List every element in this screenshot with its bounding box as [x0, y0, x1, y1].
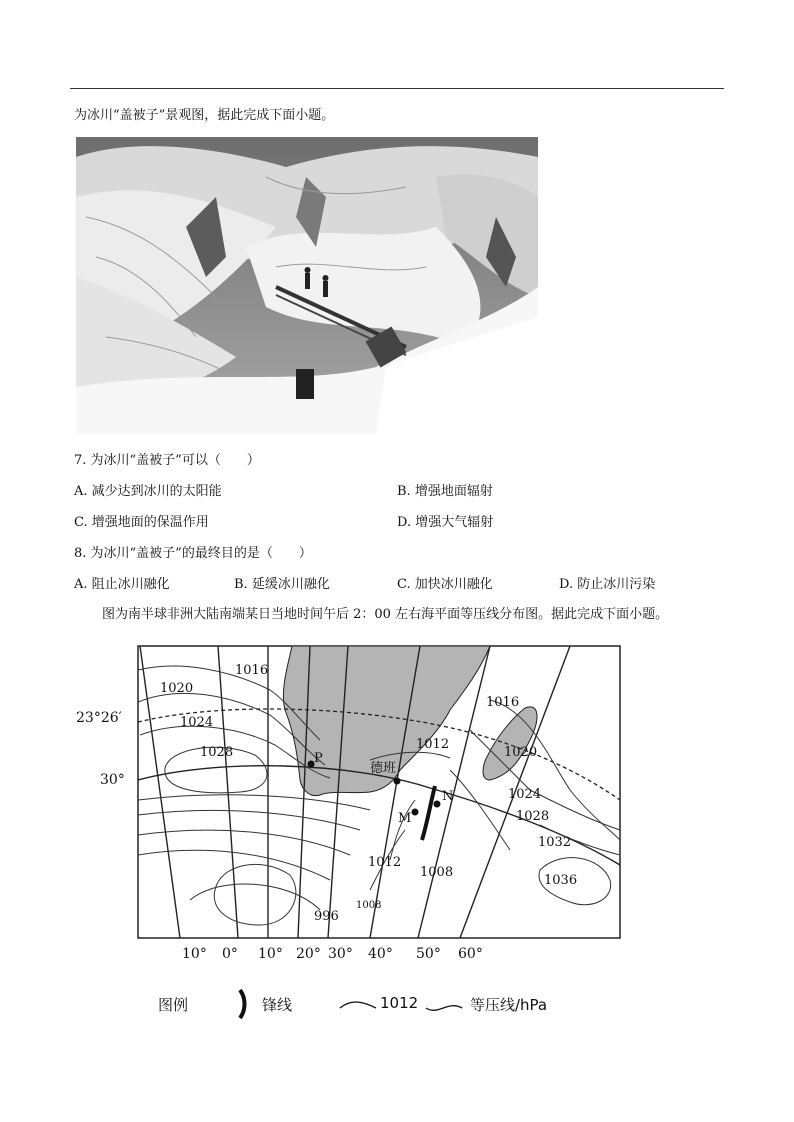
- legend-isobar-label: 等压线/hPa: [470, 996, 548, 1014]
- longitude-label: 30°: [328, 946, 353, 962]
- question-7-option-b[interactable]: B. 增强地面辐射: [397, 484, 493, 499]
- isobar-value-label: 1008: [356, 900, 382, 911]
- longitude-label: 10°: [258, 946, 283, 962]
- question-7-option-c[interactable]: C. 增强地面的保温作用: [74, 515, 209, 530]
- isobar-value-label: 1020: [160, 681, 194, 696]
- front-symbol-icon: [234, 986, 254, 1022]
- point-label: N: [442, 789, 454, 804]
- point-label: 德班: [370, 761, 397, 776]
- question-8-option-a[interactable]: A. 阻止冰川融化: [74, 577, 170, 592]
- isobar-value-label: 1016: [235, 663, 269, 678]
- question-8-option-d[interactable]: D. 防止冰川污染: [559, 577, 656, 592]
- header-rule: [70, 88, 724, 89]
- question-8-option-b[interactable]: B. 延缓冰川融化: [234, 577, 330, 592]
- isobar-value-label: 1032: [538, 835, 572, 850]
- longitude-label: 40°: [368, 946, 393, 962]
- latitude-label: 23°26′: [76, 710, 122, 726]
- longitude-label: 60°: [458, 946, 483, 962]
- point-m: [412, 809, 419, 816]
- latitude-label: 30°: [100, 772, 125, 788]
- legend-title: 图例: [158, 996, 189, 1014]
- legend-isobar-value: 1012: [380, 994, 419, 1012]
- isobar-value-label: 1024: [180, 715, 214, 730]
- point-n: [434, 801, 441, 808]
- isobar-symbol-left-icon: [338, 996, 378, 1016]
- question-7-stem: 7. 为冰川“盖被子”可以（ ）: [74, 453, 260, 468]
- longitude-label: 0°: [222, 946, 238, 962]
- isobar-value-label: 1028: [516, 809, 550, 824]
- isobar-value-label: 1028: [200, 745, 234, 760]
- point-label: P: [314, 751, 323, 766]
- isobar-value-label: 996: [314, 909, 339, 924]
- isobar-value-label: 1020: [504, 745, 538, 760]
- isobar-value-label: 1012: [368, 855, 402, 870]
- intro-text-2: 图为南半球非洲大陆南端某日当地时间午后 2：00 左右海平面等压线分布图。据此完成下面小题。: [102, 607, 669, 622]
- isobar-value-label: 1012: [416, 737, 450, 752]
- intro-text-1: 为冰川“盖被子”景观图，据此完成下面小题。: [74, 108, 335, 123]
- question-8-stem: 8. 为冰川“盖被子”的最终目的是（ ）: [74, 546, 312, 561]
- longitude-label: 50°: [416, 946, 441, 962]
- isobar-value-label: 1024: [508, 787, 542, 802]
- legend-front-label: 锋线: [262, 996, 293, 1014]
- point-label: M: [398, 811, 412, 826]
- longitude-label: 20°: [296, 946, 321, 962]
- isobar-map: [70, 640, 650, 970]
- longitude-label: 10°: [182, 946, 207, 962]
- question-8-option-c[interactable]: C. 加快冰川融化: [397, 577, 493, 592]
- isobar-symbol-right-icon: [424, 996, 464, 1016]
- glacier-photo: [76, 137, 538, 434]
- isobar-value-label: 1016: [486, 695, 520, 710]
- point-durban: [394, 778, 401, 785]
- question-7-option-a[interactable]: A. 减少达到冰川的太阳能: [74, 484, 222, 499]
- map-legend: [158, 986, 578, 1022]
- isobar-value-label: 1036: [544, 873, 578, 888]
- question-7-option-d[interactable]: D. 增强大气辐射: [397, 515, 494, 530]
- isobar-value-label: 1008: [420, 865, 454, 880]
